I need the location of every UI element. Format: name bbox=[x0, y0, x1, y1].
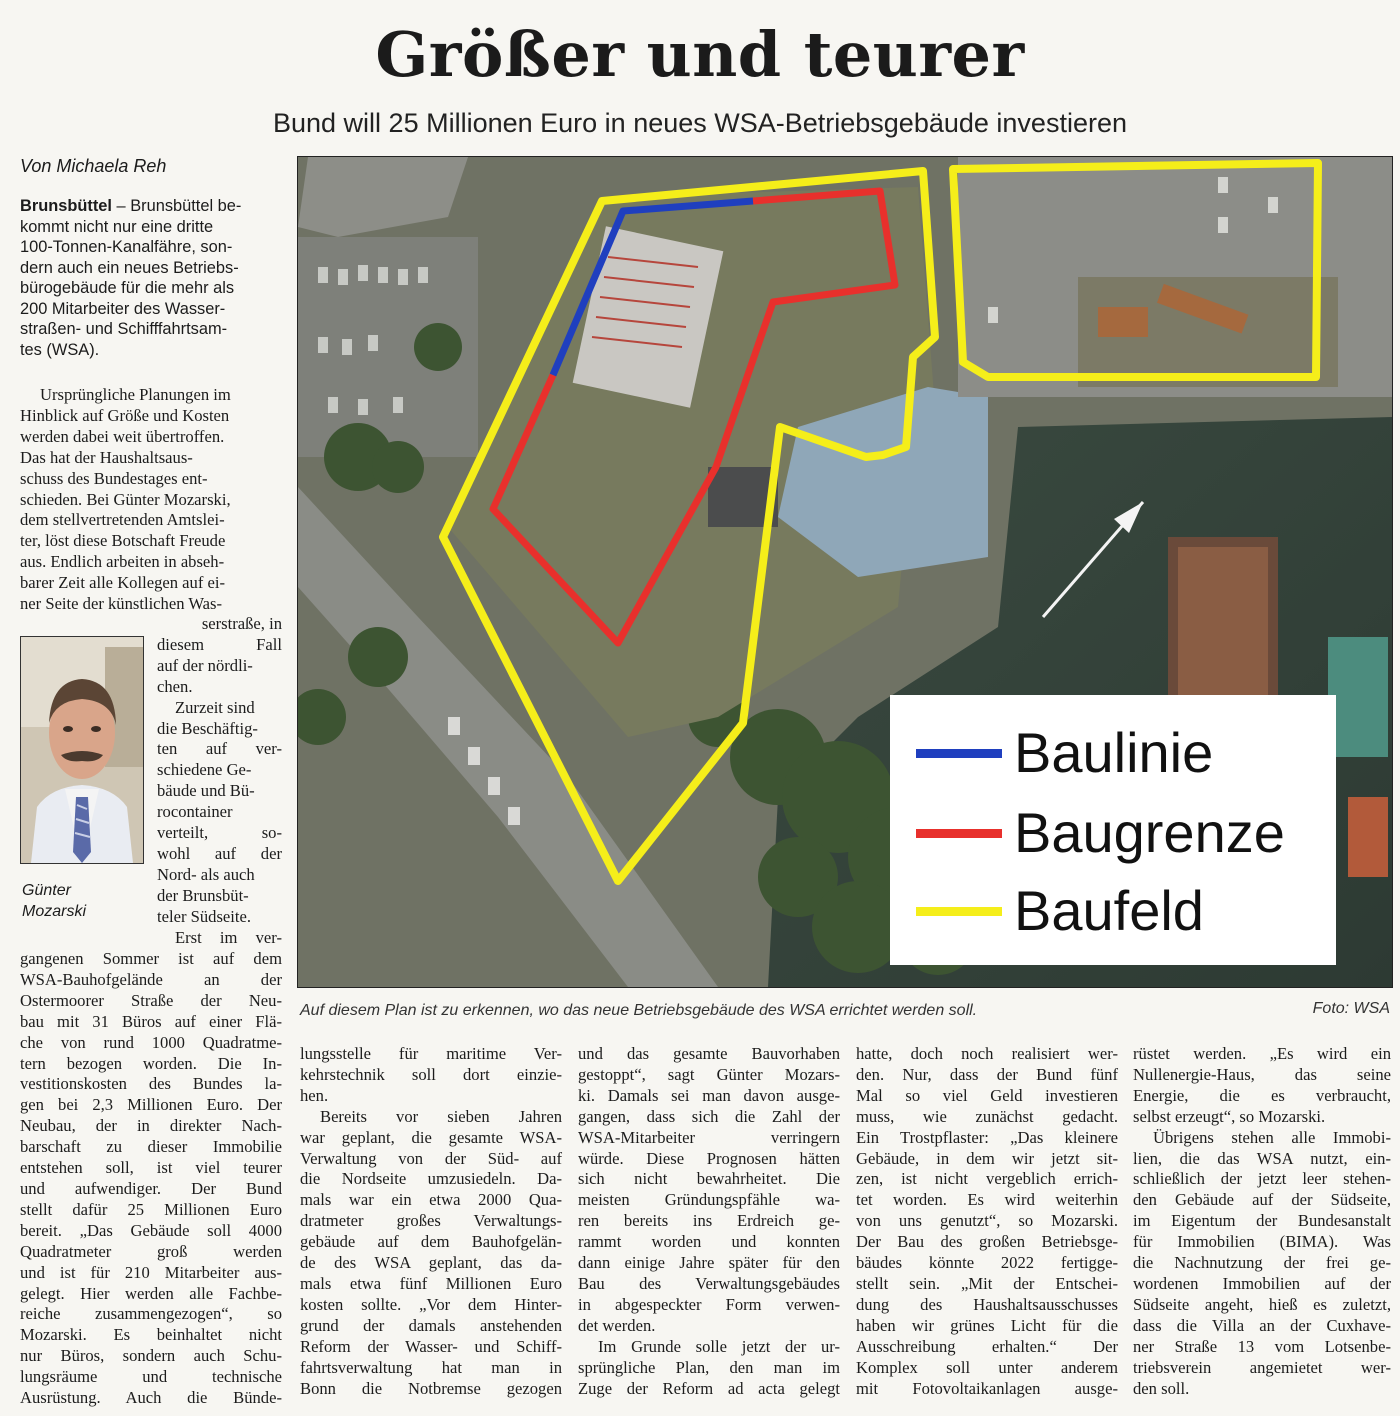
text-line: mals etwa fünf Millionen Euro bbox=[300, 1273, 562, 1293]
map-legend bbox=[890, 695, 1336, 965]
text-line: barer Zeit alle Kollegen auf ei- bbox=[20, 573, 226, 593]
text-line: kehrstechnik soll dort einzie- bbox=[300, 1064, 562, 1084]
lead-paragraph bbox=[20, 196, 282, 360]
text-line: Bonn die Notbremse gezogen bbox=[300, 1378, 562, 1398]
text-line: det werden. bbox=[578, 1315, 656, 1335]
text-line: Ausrüstung. Auch die Bünde- bbox=[20, 1388, 282, 1408]
text-line: Übrigens stehen alle Immobi- bbox=[1153, 1127, 1391, 1147]
lead-line: – Brunsbüttel be- bbox=[111, 197, 242, 215]
lead-line: kommt nicht nur eine dritte bbox=[20, 217, 214, 236]
text-line: hen. bbox=[300, 1085, 329, 1105]
text-line: Energie, die es verbraucht, bbox=[1133, 1085, 1391, 1105]
text-line: che von rund 1000 Quadratme- bbox=[20, 1032, 282, 1052]
text-line: hatte, doch noch realisiert wer- bbox=[856, 1044, 1118, 1063]
text-line: die Nachnutzung der frei ge- bbox=[1133, 1253, 1391, 1273]
text-line: serstraße, in bbox=[201, 614, 282, 633]
text-line: Reform der Wasser- und Schiff- bbox=[300, 1336, 562, 1356]
text-line: Nullenergie-Haus, das seine bbox=[1133, 1064, 1391, 1084]
text-line: ren bereits ins Erdreich ge- bbox=[578, 1211, 840, 1231]
text-line: rocontainer bbox=[157, 802, 233, 822]
lead-line: 100-Tonnen-Kanalfähre, son- bbox=[20, 238, 233, 256]
text-line: auf der nördli- bbox=[157, 655, 253, 675]
text-line: bau mit 31 Büros auf einer Flä- bbox=[20, 1011, 282, 1031]
text-line: für Immobilien (BIMA). Was bbox=[1133, 1232, 1391, 1252]
text-line: vestitionskosten des Bundes la- bbox=[20, 1074, 282, 1094]
text-line: schließlich der jetzt leer stehen- bbox=[1133, 1169, 1391, 1189]
text-line: ter, löst diese Botschaft Freude bbox=[20, 531, 226, 551]
text-line: dem stellvertretenden Amtslei- bbox=[20, 510, 225, 530]
text-line: von uns genutzt“, so Mozarski. bbox=[856, 1211, 1118, 1231]
text-line: Neubau, der in direkter Nach- bbox=[20, 1116, 282, 1136]
red-line-swatch bbox=[916, 829, 1002, 838]
text-line: Komplex soll unter anderem bbox=[856, 1357, 1118, 1377]
photo-credit: Foto: WSA bbox=[1312, 1000, 1390, 1017]
text-line: gangen, dass sich die Zahl der bbox=[578, 1106, 840, 1126]
text-line: würde. Diese Prognosen hätten bbox=[578, 1148, 840, 1168]
text-line: diesem Fall bbox=[157, 634, 282, 654]
text-line: lien, die das WSA nutzt, ein- bbox=[1133, 1148, 1391, 1168]
text-line: schuss des Bundestages ent- bbox=[20, 468, 208, 488]
col5 bbox=[1133, 1044, 1391, 1399]
text-line: Bereits vor sieben Jahren bbox=[320, 1106, 562, 1126]
text-line: den Gebäude auf der Südseite, bbox=[1133, 1190, 1391, 1210]
text-line: Ursprüngliche Planungen im bbox=[40, 385, 231, 404]
text-line: ner Seite der künstlichen Was- bbox=[20, 594, 223, 614]
site-plan-aerial bbox=[297, 156, 1393, 988]
figure-caption: Auf diesem Plan ist zu erkennen, wo das neue Betriebsgebäude des WSA errichtet werden soll. bbox=[300, 1002, 978, 1019]
text-line: dratmeter großes Verwaltungs- bbox=[300, 1211, 562, 1231]
portrait-caption bbox=[22, 880, 86, 922]
text-line: zen, ist nicht vergeblich errich- bbox=[856, 1169, 1118, 1189]
text-line: schieden. Bei Günter Mozarski, bbox=[20, 489, 231, 509]
text-line: rammt worden und konnten bbox=[578, 1232, 840, 1252]
text-line: im Eigentum der Bundesanstalt bbox=[1133, 1211, 1391, 1231]
text-line: kosten sollte. „Vor dem Hinter- bbox=[300, 1294, 562, 1314]
text-line: reiche zusammengezogen“, so bbox=[20, 1304, 282, 1324]
text-line: muss, wie zunächst gedacht. bbox=[856, 1106, 1118, 1126]
text-line: Erst im ver- bbox=[175, 927, 282, 947]
text-line: Zuge der Reform ad acta gelegt bbox=[578, 1378, 840, 1398]
text-line: Bau des Verwaltungsgebäudes bbox=[578, 1273, 840, 1293]
col1-top bbox=[20, 385, 282, 615]
text-line: aus. Endlich arbeiten in abseh- bbox=[20, 552, 225, 572]
text-line: werden dabei weit übertroffen. bbox=[20, 426, 225, 446]
col1-narrow bbox=[157, 614, 282, 949]
text-line: sprüngliche Plan, den man im bbox=[578, 1357, 840, 1377]
text-line: den soll. bbox=[1133, 1378, 1190, 1398]
text-line: gen bei 2,3 Millionen Euro. Der bbox=[20, 1095, 282, 1115]
text-line: ki. Damals sei man davon ausge- bbox=[578, 1085, 840, 1105]
page-subheadline: Bund will 25 Millionen Euro in neues WSA-Betriebsgebäude investieren bbox=[273, 108, 1127, 138]
portrait-image bbox=[21, 637, 143, 863]
text-line: teler Südseite. bbox=[157, 906, 252, 926]
text-line: tet worden. Es wird weiterhin bbox=[856, 1190, 1118, 1210]
text-line: Ostermoorer Straße der Neu- bbox=[20, 990, 282, 1010]
text-line: wohl auf der bbox=[157, 843, 282, 863]
text-line: lungsräume und technische bbox=[20, 1367, 282, 1387]
text-line: tern bezogen worden. Die In- bbox=[20, 1053, 282, 1073]
text-line: bäude und Bü- bbox=[157, 781, 255, 801]
text-line: mals war ein etwa 2000 Qua- bbox=[300, 1190, 562, 1210]
legend-item-baulinie bbox=[910, 713, 1330, 793]
text-line: meisten Gründungspfähle wa- bbox=[578, 1190, 840, 1210]
text-line: WSA-Bauhofgelände an der bbox=[20, 969, 282, 989]
text-line: gestoppt“, sagt Günter Mozars- bbox=[578, 1064, 840, 1084]
text-line: ner Straße 13 vom Lotsenbe- bbox=[1133, 1336, 1391, 1356]
col2 bbox=[300, 1044, 562, 1399]
text-line: de des WSA geplant, das da- bbox=[300, 1253, 562, 1273]
text-line: Zurzeit sind bbox=[175, 697, 255, 717]
text-line: barschaft zu dieser Immobilie bbox=[20, 1137, 282, 1157]
text-line: der Brunsbüt- bbox=[157, 885, 249, 905]
text-line: die Beschäftig- bbox=[157, 718, 258, 738]
legend-item-baufeld bbox=[910, 871, 1330, 951]
portrait-caption-line: Günter bbox=[22, 882, 71, 899]
text-line: schiedene Ge- bbox=[157, 760, 252, 780]
text-line: Gebäude, in dem wir jetzt sit- bbox=[856, 1148, 1118, 1168]
text-line: verteilt, so- bbox=[157, 823, 282, 843]
col1-bottom bbox=[20, 949, 282, 1409]
legend-label: Baugrenze bbox=[1014, 801, 1285, 864]
text-line: Nord- als auch bbox=[157, 864, 255, 884]
text-line: Das hat der Haushaltsaus- bbox=[20, 447, 193, 467]
portrait-photo bbox=[20, 636, 144, 864]
lead-line: 200 Mitarbeiter des Wasser- bbox=[20, 299, 226, 318]
text-line: haben wir grünes Licht für die bbox=[856, 1315, 1118, 1335]
text-line: und aufwendiger. Der Bund bbox=[20, 1178, 282, 1198]
text-line: entstehen soll, ist viel teurer bbox=[20, 1158, 282, 1178]
legend-item-baugrenze bbox=[910, 793, 1330, 873]
col4 bbox=[856, 1044, 1118, 1399]
text-line: gangenen Sommer ist auf dem bbox=[20, 949, 282, 968]
text-line: bäudes könnte 2022 fertigge- bbox=[856, 1253, 1118, 1273]
text-line: lungsstelle für maritime Ver- bbox=[300, 1044, 562, 1063]
legend-label: Baulinie bbox=[1014, 721, 1214, 784]
text-line: fahrtsverwaltung hat man in bbox=[300, 1357, 562, 1377]
text-line: wordenen Immobilien auf der bbox=[1133, 1273, 1391, 1293]
text-line: rüstet werden. „Es wird ein bbox=[1133, 1044, 1391, 1063]
text-line: Hinblick auf Größe und Kosten bbox=[20, 405, 230, 425]
text-line: Ausschreibung erhalten.“ Der bbox=[856, 1336, 1118, 1356]
text-line: grund der damals anstehenden bbox=[300, 1315, 562, 1335]
text-line: sich nicht bewahrheitet. Die bbox=[578, 1169, 840, 1189]
text-line: die Nordseite umzusiedeln. Da- bbox=[300, 1169, 562, 1189]
lead-line: straßen- und Schifffahrtsam- bbox=[20, 320, 228, 338]
text-line: Mal so viel Geld investieren bbox=[856, 1085, 1118, 1105]
text-line: in abgespeckter Form verwen- bbox=[578, 1294, 840, 1314]
page-headline: Größer und teurer bbox=[375, 18, 1025, 91]
text-line: mit Fotovoltaikanlagen ausge- bbox=[856, 1378, 1118, 1398]
text-line: Südseite angeht, hieß es zuletzt, bbox=[1133, 1294, 1391, 1314]
lead-line: tes (WSA). bbox=[20, 340, 100, 359]
text-line: Im Grunde solle jetzt der ur- bbox=[598, 1336, 840, 1356]
text-line: und das gesamte Bauvorhaben bbox=[578, 1044, 840, 1063]
blue-line-swatch bbox=[916, 749, 1002, 758]
lead-line: dern auch ein neues Betriebs- bbox=[20, 258, 239, 277]
text-line: bereit. „Das Gebäude soll 4000 bbox=[20, 1220, 282, 1240]
text-line: WSA-Mitarbeiter verringern bbox=[578, 1127, 840, 1147]
col3 bbox=[578, 1044, 840, 1399]
text-line: triebsverein angemietet wer- bbox=[1133, 1357, 1391, 1377]
text-line: ten auf ver- bbox=[157, 739, 282, 759]
text-line: gelegt. Hier werden alle Fachbe- bbox=[20, 1283, 282, 1303]
text-line: Quadratmeter groß werden bbox=[20, 1241, 282, 1261]
text-line: Ein Trostpflaster: „Das kleinere bbox=[856, 1127, 1118, 1147]
text-line: selbst erzeugt“, so Mozarski. bbox=[1133, 1106, 1326, 1126]
text-line: dann einige Jahre später für den bbox=[578, 1253, 840, 1273]
yellow-line-swatch bbox=[916, 907, 1002, 916]
text-line: stellt sein. „Mit der Entschei- bbox=[856, 1273, 1118, 1293]
text-line: Verwaltung von der Süd- auf bbox=[300, 1148, 562, 1168]
text-line: nur Büros, sondern auch Schu- bbox=[20, 1346, 282, 1366]
text-line: und ist für 210 Mitarbeiter aus- bbox=[20, 1262, 282, 1282]
text-line: den. Nur, dass der Bund fünf bbox=[856, 1064, 1118, 1084]
dateline: Brunsbüttel bbox=[20, 197, 112, 215]
text-line: war geplant, die gesamte WSA- bbox=[300, 1127, 562, 1147]
text-line: dung des Haushaltsausschusses bbox=[856, 1294, 1118, 1314]
text-line: Mozarski. Es beinhaltet nicht bbox=[20, 1325, 282, 1345]
text-line: dass die Villa an der Cuxhave- bbox=[1133, 1315, 1391, 1335]
portrait-caption-line: Mozarski bbox=[22, 903, 87, 920]
legend-label: Baufeld bbox=[1014, 879, 1204, 942]
text-line: stellt dafür 25 Millionen Euro bbox=[20, 1199, 282, 1219]
lead-line: bürogebäude für die mehr als bbox=[20, 279, 235, 297]
byline: Von Michaela Reh bbox=[20, 156, 167, 176]
text-line: chen. bbox=[157, 676, 193, 696]
text-line: Der Bau des großen Betriebsge- bbox=[856, 1232, 1118, 1252]
text-line: gebäude auf dem Bauhofgelän- bbox=[300, 1232, 562, 1252]
